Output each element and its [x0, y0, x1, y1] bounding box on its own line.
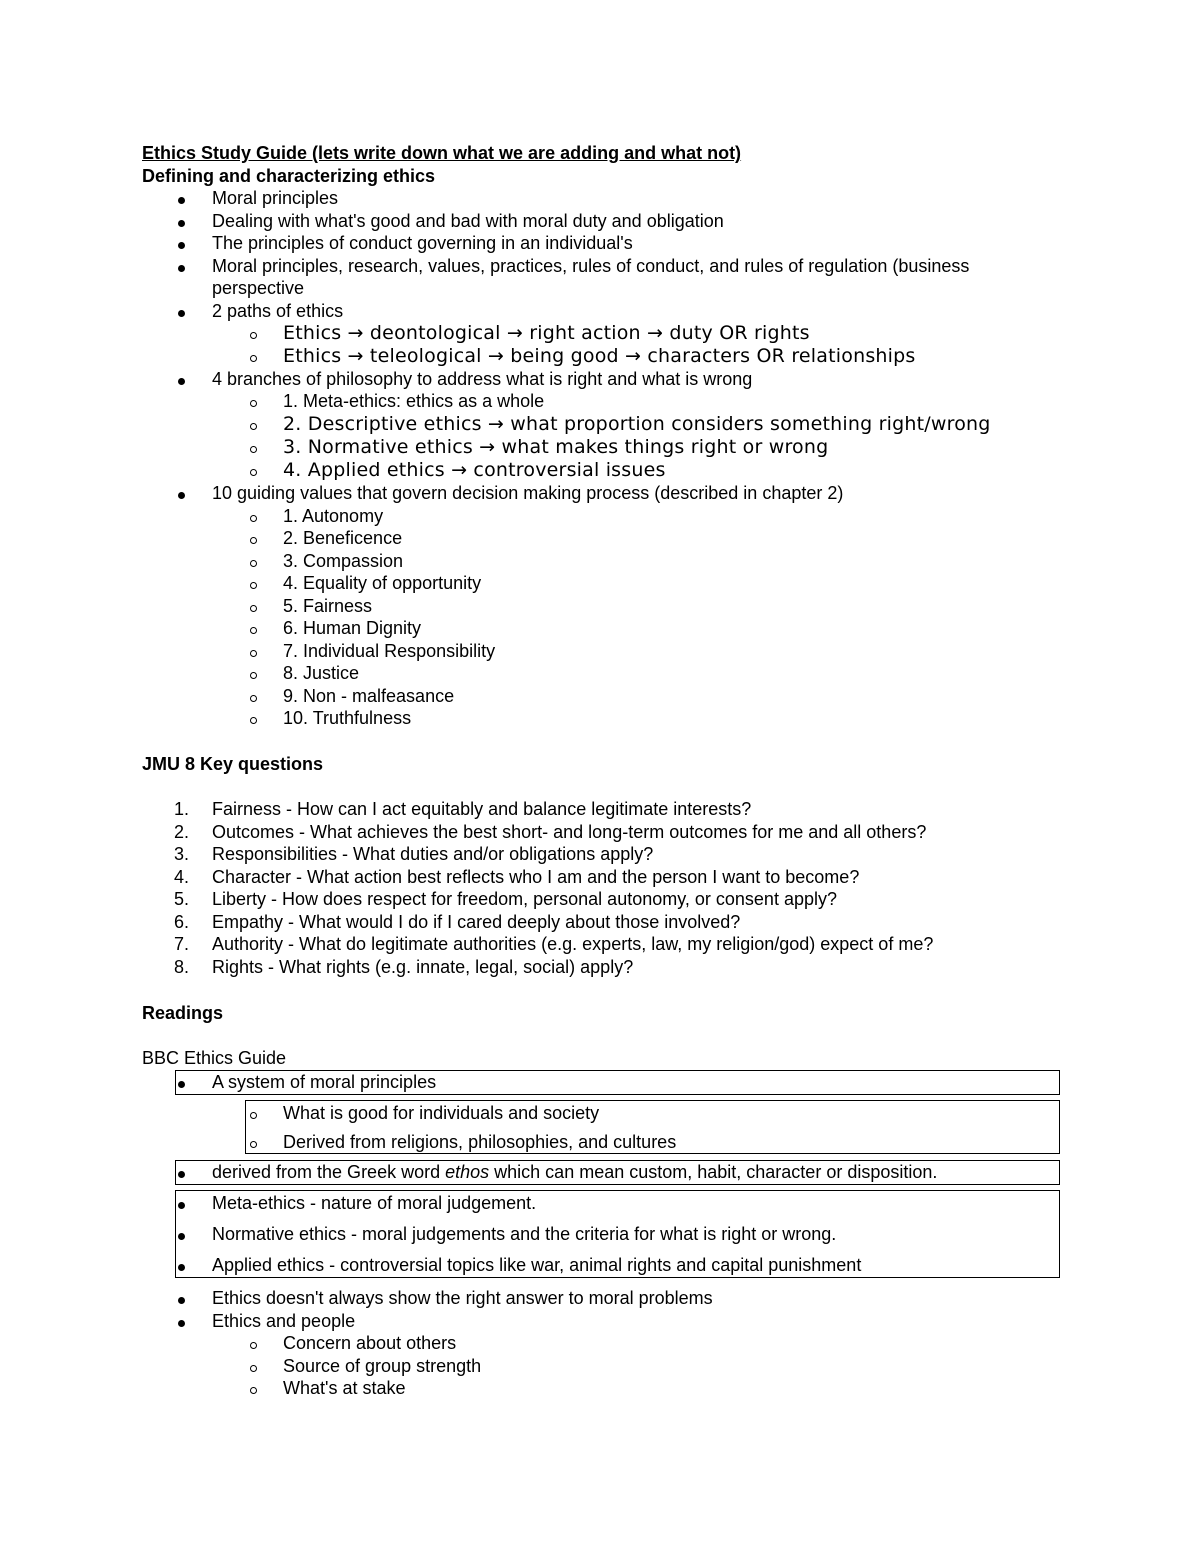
item-number: 8. [174, 957, 190, 977]
sub-list-item [0, 572, 1200, 595]
list-item [0, 187, 1200, 210]
value-item-text: 3. Compassion [283, 551, 404, 571]
ethos-sentence-end: which can mean custom, habit, character or disposition. [489, 1162, 938, 1182]
list-item [0, 300, 1200, 323]
circle-bullet-icon [246, 572, 260, 595]
sub-list-item-text: Ethics → teleological → being good → characters OR relationships [283, 345, 916, 367]
title-line [0, 142, 1200, 165]
item-number: 1. [174, 799, 190, 819]
bullet-icon [174, 1192, 188, 1215]
list-item-text: Applied ethics - controversial topics like war, animal rights and capital punishment [212, 1255, 862, 1275]
bullet-icon [174, 368, 188, 391]
sub-list-item [0, 1102, 1200, 1125]
list-item-text: 10 guiding values that govern decision making process (described in chapter 2) [212, 483, 844, 503]
section-heading-key-questions: JMU 8 Key questions [142, 754, 324, 774]
numbered-item [0, 933, 1200, 956]
sub-list-item-text: Derived from religions, philosophies, and cultures [283, 1132, 677, 1152]
bullet-icon [174, 1161, 188, 1184]
circle-bullet-icon [246, 1355, 260, 1378]
list-item [0, 1192, 1200, 1215]
item-number: 2. [174, 822, 190, 842]
circle-bullet-icon [246, 527, 260, 550]
list-item [0, 210, 1200, 233]
numbered-item [0, 888, 1200, 911]
circle-bullet-icon [246, 595, 260, 618]
bullet-icon [174, 187, 188, 210]
numbered-item [0, 821, 1200, 844]
list-item-text: A system of moral principles [212, 1072, 437, 1092]
ethos-sentence-start: derived from the Greek word [212, 1162, 446, 1182]
sub-list-item-text: 4. Applied ethics → controversial issues [283, 459, 666, 481]
list-item-text: Ethics doesn't always show the right answer to moral problems [212, 1288, 713, 1308]
circle-bullet-icon [246, 413, 260, 436]
sub-list-item [0, 1131, 1200, 1154]
value-item-text: 6. Human Dignity [283, 618, 422, 638]
bullet-icon [174, 232, 188, 255]
circle-bullet-icon [246, 436, 260, 459]
circle-bullet-icon [246, 662, 260, 685]
question-text: Rights - What rights (e.g. innate, legal, social) apply? [212, 957, 634, 977]
list-item [0, 1287, 1200, 1310]
list-item [0, 1161, 1200, 1184]
numbered-item [0, 798, 1200, 821]
list-item [0, 368, 1200, 391]
item-number: 4. [174, 867, 190, 887]
item-number: 5. [174, 889, 190, 909]
circle-bullet-icon [246, 390, 260, 413]
sub-list-item-text: 1. Meta-ethics: ethics as a whole [283, 391, 545, 411]
sub-list-item [0, 436, 1200, 459]
numbered-item [0, 911, 1200, 934]
list-item [0, 1071, 1200, 1094]
section-heading-line [0, 753, 1200, 776]
list-item [0, 232, 1200, 255]
value-item-text: 4. Equality of opportunity [283, 573, 482, 593]
list-item-text: Moral principles, research, values, practices, rules of conduct, and rules of regulation (business [212, 256, 970, 276]
numbered-item [0, 956, 1200, 979]
section-heading-line [0, 165, 1200, 188]
document-title: Ethics Study Guide (lets write down what we are adding and what not) [142, 143, 742, 163]
ethos-term: ethos [445, 1162, 490, 1182]
list-item [0, 255, 1200, 278]
circle-bullet-icon [246, 707, 260, 730]
value-item-text: 5. Fairness [283, 596, 373, 616]
item-number: 7. [174, 934, 190, 954]
circle-bullet-icon [246, 505, 260, 528]
bullet-icon [174, 210, 188, 233]
list-item [0, 1254, 1200, 1277]
list-item-text: Dealing with what's good and bad with moral duty and obligation [212, 211, 724, 231]
list-item-text: The principles of conduct governing in an individual's [212, 233, 633, 253]
bullet-icon [174, 1223, 188, 1246]
list-item-continuation [0, 277, 1200, 300]
question-text: Character - What action best reflects who I am and the person I want to become? [212, 867, 860, 887]
item-number: 3. [174, 844, 190, 864]
sub-list-item [0, 505, 1200, 528]
section-heading-readings: Readings [142, 1003, 224, 1023]
circle-bullet-icon [246, 1332, 260, 1355]
sub-list-item [0, 707, 1200, 730]
bullet-icon [174, 1287, 188, 1310]
sub-list-item-text: Source of group strength [283, 1356, 482, 1376]
sub-list-item [0, 527, 1200, 550]
sub-list-item-text: 3. Normative ethics → what makes things right or wrong [283, 436, 829, 458]
list-item [0, 1310, 1200, 1333]
sub-list-item [0, 1332, 1200, 1355]
sub-list-item [0, 390, 1200, 413]
list-item-text: perspective [212, 278, 305, 298]
subheading-bbc: BBC Ethics Guide [142, 1048, 287, 1068]
question-text: Empathy - What would I do if I cared deeply about those involved? [212, 912, 741, 932]
section-heading-line [0, 1002, 1200, 1025]
list-item-text [212, 1161, 937, 1184]
numbered-item [0, 866, 1200, 889]
bullet-icon [174, 300, 188, 323]
list-item-text: Moral principles [212, 188, 339, 208]
sub-list-item-text: What's at stake [283, 1378, 406, 1398]
list-item [0, 482, 1200, 505]
question-text: Liberty - How does respect for freedom, personal autonomy, or consent apply? [212, 889, 837, 909]
list-item-text: Ethics and people [212, 1311, 356, 1331]
bullet-icon [174, 1310, 188, 1333]
bullet-icon [174, 482, 188, 505]
item-number: 6. [174, 912, 190, 932]
value-item-text: 1. Autonomy [283, 506, 384, 526]
value-item-text: 10. Truthfulness [283, 708, 412, 728]
sub-list-item [0, 550, 1200, 573]
value-item-text: 2. Beneficence [283, 528, 403, 548]
section-heading-defining: Defining and characterizing ethics [142, 166, 436, 186]
circle-bullet-icon [246, 1102, 260, 1125]
list-item-text: 4 branches of philosophy to address what is right and what is wrong [212, 369, 753, 389]
bullet-icon [174, 1071, 188, 1094]
sub-list-item-text: What is good for individuals and society [283, 1103, 600, 1123]
sub-list-item-text: Concern about others [283, 1333, 457, 1353]
subheading-line [0, 1047, 1200, 1070]
sub-list-item [0, 617, 1200, 640]
sub-list-item [0, 413, 1200, 436]
value-item-text: 7. Individual Responsibility [283, 641, 496, 661]
sub-list-item [0, 685, 1200, 708]
question-text: Authority - What do legitimate authorities (e.g. experts, law, my religion/god) expect of me? [212, 934, 934, 954]
list-item [0, 1223, 1200, 1246]
circle-bullet-icon [246, 685, 260, 708]
question-text: Fairness - How can I act equitably and balance legitimate interests? [212, 799, 752, 819]
sub-list-item-text: Ethics → deontological → right action → duty OR rights [283, 322, 810, 344]
list-item-text: Meta-ethics - nature of moral judgement. [212, 1193, 537, 1213]
sub-list-item [0, 640, 1200, 663]
circle-bullet-icon [246, 1377, 260, 1400]
sub-list-item [0, 1377, 1200, 1400]
sub-list-item [0, 1355, 1200, 1378]
circle-bullet-icon [246, 322, 260, 345]
list-item-text: 2 paths of ethics [212, 301, 344, 321]
value-item-text: 9. Non - malfeasance [283, 686, 455, 706]
circle-bullet-icon [246, 1131, 260, 1154]
question-text: Outcomes - What achieves the best short- and long-term outcomes for me and all others? [212, 822, 927, 842]
bullet-icon [174, 1254, 188, 1277]
sub-list-item [0, 459, 1200, 482]
circle-bullet-icon [246, 550, 260, 573]
sub-list-item-text: 2. Descriptive ethics → what proportion considers something right/wrong [283, 413, 991, 435]
circle-bullet-icon [246, 617, 260, 640]
circle-bullet-icon [246, 640, 260, 663]
circle-bullet-icon [246, 345, 260, 368]
numbered-item [0, 843, 1200, 866]
question-text: Responsibilities - What duties and/or obligations apply? [212, 844, 654, 864]
bullet-icon [174, 255, 188, 278]
sub-list-item [0, 345, 1200, 368]
sub-list-item [0, 662, 1200, 685]
value-item-text: 8. Justice [283, 663, 360, 683]
sub-list-item [0, 595, 1200, 618]
sub-list-item [0, 322, 1200, 345]
list-item-text: Normative ethics - moral judgements and the criteria for what is right or wrong. [212, 1224, 837, 1244]
circle-bullet-icon [246, 459, 260, 482]
